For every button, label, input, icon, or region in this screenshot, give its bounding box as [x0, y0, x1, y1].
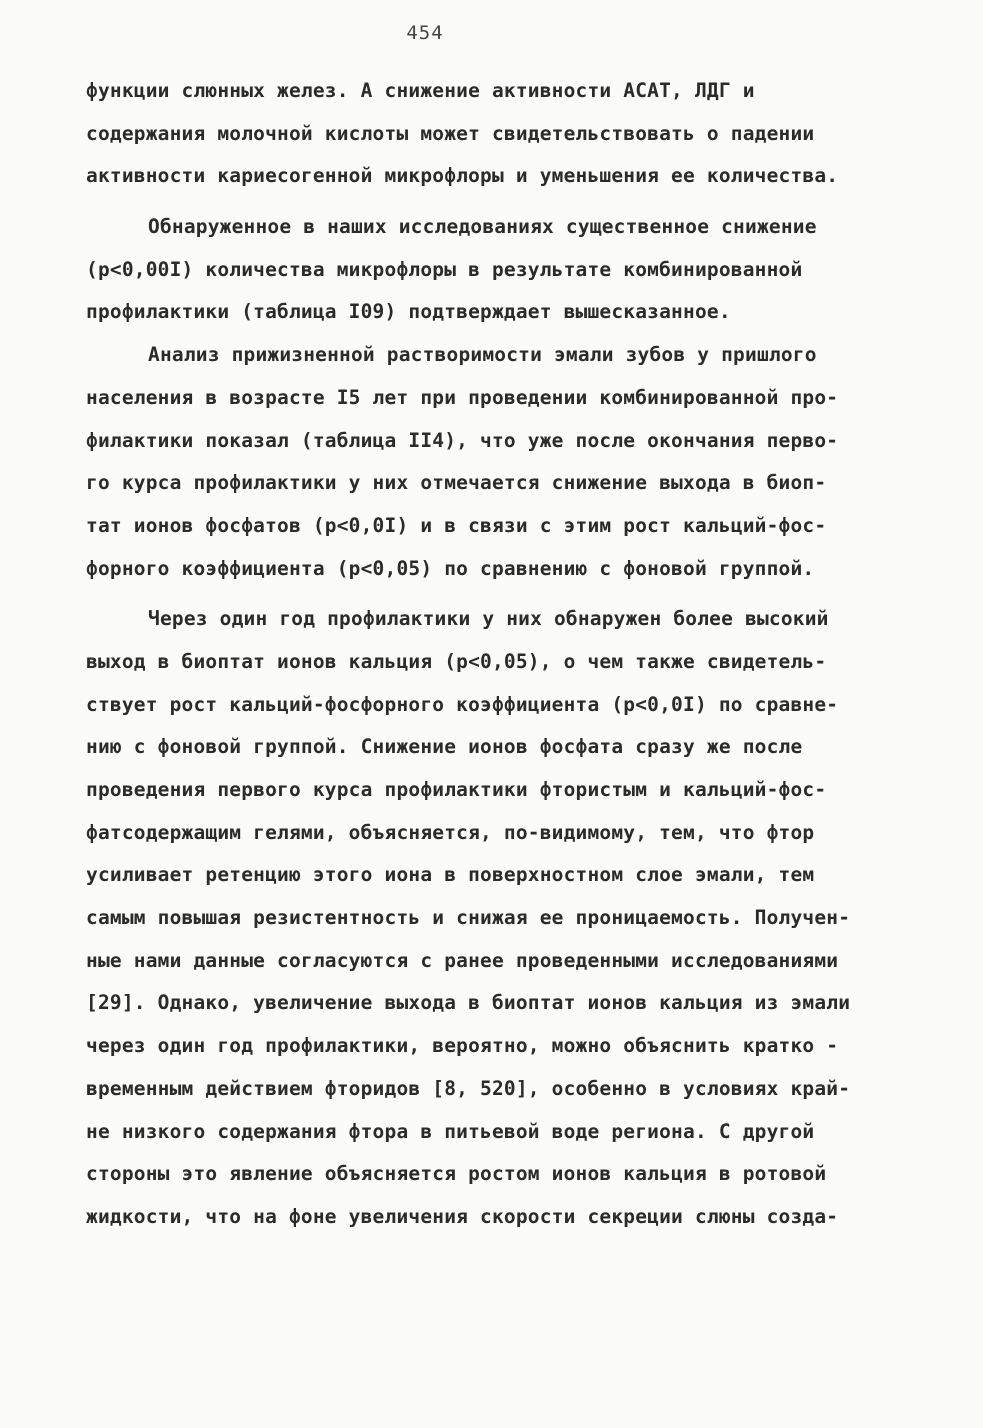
text-line: жидкости, что на фоне увеличения скорости секреции слюны созда-: [86, 1204, 839, 1228]
text-line: содержания молочной кислоты может свидетельствовать о падении: [86, 121, 815, 145]
text-line: самым повышая резистентность и снижая ее проницаемость. Получен-: [86, 906, 851, 930]
paragraph-gap: [86, 198, 916, 206]
text-line: профилактики (таблица I09) подтверждает вышесказанное.: [86, 300, 731, 324]
text-line: проведения первого курса профилактики фтористым и кальций-фос-: [86, 778, 827, 801]
text-line: ные нами данные согласуются с ранее проведенными исследованиями: [86, 948, 839, 972]
text-line: усиливает ретенцию этого иона в поверхностном слое эмали, тем: [86, 863, 815, 887]
text-line: функции слюнных желез. А снижение активности АСАТ, ЛДГ и: [86, 79, 755, 102]
page-number: 454: [406, 22, 444, 44]
text-line: не низкого содержания фтора в питьевой воде региона. С другой: [86, 1119, 815, 1143]
text-line: тат ионов фосфатов (p<0,0I) и в связи с этим рост кальций-фос-: [86, 513, 827, 537]
text-line: через один год профилактики, вероятно, можно объяснить кратко -: [86, 1034, 839, 1058]
text-line: Анализ прижизненной растворимости эмали зубов у пришлого: [148, 343, 817, 367]
body-text: [86, 70, 916, 1239]
text-line: фатсодержащим гелями, объясняется, по-видимому, тем, что фтор: [86, 820, 815, 844]
text-line: филактики показал (таблица II4), что уже после окончания перво-: [86, 428, 839, 452]
text-line: [29]. Однако, увеличение выхода в биоптат ионов кальция из эмали: [86, 991, 851, 1015]
text-line: населения в возрасте I5 лет при проведении комбинированной про-: [86, 385, 839, 409]
text-line: го курса профилактики у них отмечается снижение выхода в биоп-: [86, 471, 827, 495]
text-line: ствует рост кальций-фосфорного коэффициента (p<0,0I) по сравне-: [86, 692, 839, 716]
text-line: активности кариесогенной микрофлоры и уменьшения ее количества.: [86, 164, 839, 188]
text-line: выход в биоптат ионов кальция (p<0,05), о чем также свидетель-: [86, 649, 827, 673]
text-line: временным действием фторидов [8, 520], особенно в условиях край-: [86, 1076, 851, 1100]
text-line: нию с фоновой группой. Снижение ионов фосфата сразу же после: [86, 735, 803, 759]
text-line: стороны это явление объясняется ростом ионов кальция в ротовой: [86, 1162, 827, 1186]
text-line: Через один год профилактики у них обнаружен более высокий: [148, 607, 829, 631]
text-line: (p<0,00I) количества микрофлоры в результате комбинированной: [86, 257, 803, 281]
text-line: Обнаруженное в наших исследованиях существенное снижение: [148, 215, 817, 239]
paragraph-gap: [86, 590, 916, 598]
text-line: форного коэффициента (p<0,05) по сравнению с фоновой группой.: [86, 556, 815, 580]
